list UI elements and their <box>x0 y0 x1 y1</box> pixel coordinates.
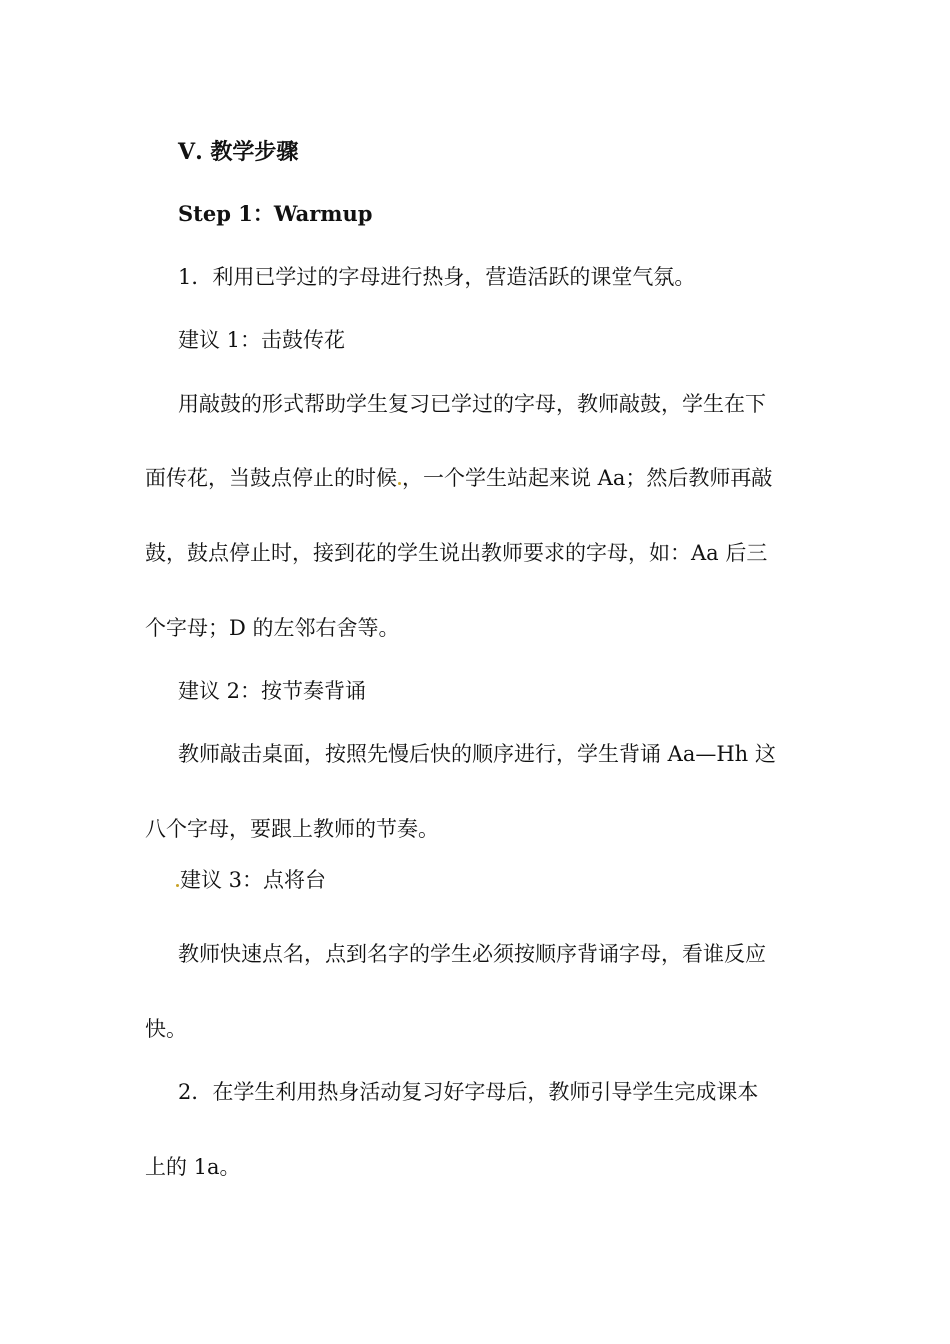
suggestion-1-line-2 <box>145 465 772 491</box>
item-2-line-2: 上的 1a。 <box>145 1155 241 1179</box>
step-title: Step 1：Warmup <box>178 201 373 226</box>
suggestion-1-title: 建议 1：击鼓传花 <box>178 328 346 352</box>
item-2-line-1: 2．在学生利用热身活动复习好字母后，教师引导学生完成课本 <box>178 1080 759 1104</box>
suggestion-2-line-1: 教师敲击桌面，按照先慢后快的顺序进行，学生背诵 Aa—Hh 这 <box>178 742 776 766</box>
suggestion-1-line-4: 个字母；D 的左邻右舍等。 <box>145 616 400 640</box>
suggestion-1-line-3: 鼓，鼓点停止时，接到花的学生说出教师要求的字母，如：Aa 后三 <box>145 541 768 565</box>
item-1-text: 1．利用已学过的字母进行热身，营造活跃的课堂气氛。 <box>178 265 696 289</box>
suggestion-1-line-2-part-b: ，一个学生站起来说 Aa；然后教师再敲 <box>402 466 773 490</box>
suggestion-2-line-2: 八个字母，要跟上教师的节奏。 <box>145 817 439 841</box>
suggestion-3-line-1: 教师快速点名，点到名字的学生必须按顺序背诵字母，看谁反应 <box>178 942 766 966</box>
suggestion-3-title-row <box>175 867 326 893</box>
suggestion-1-line-2-part-a: 面传花，当鼓点停止的时候 <box>145 466 397 490</box>
suggestion-1-line-1: 用敲鼓的形式帮助学生复习已学过的字母，教师敲鼓，学生在下 <box>178 392 766 416</box>
section-heading: Ⅴ. 教学步骤 <box>178 139 299 165</box>
revision-mark-icon <box>398 482 401 485</box>
revision-mark-icon <box>176 884 179 887</box>
suggestion-3-title: 建议 3：点将台 <box>180 868 327 892</box>
suggestion-2-title: 建议 2：按节奏背诵 <box>178 679 367 703</box>
suggestion-3-line-2: 快。 <box>145 1017 187 1041</box>
